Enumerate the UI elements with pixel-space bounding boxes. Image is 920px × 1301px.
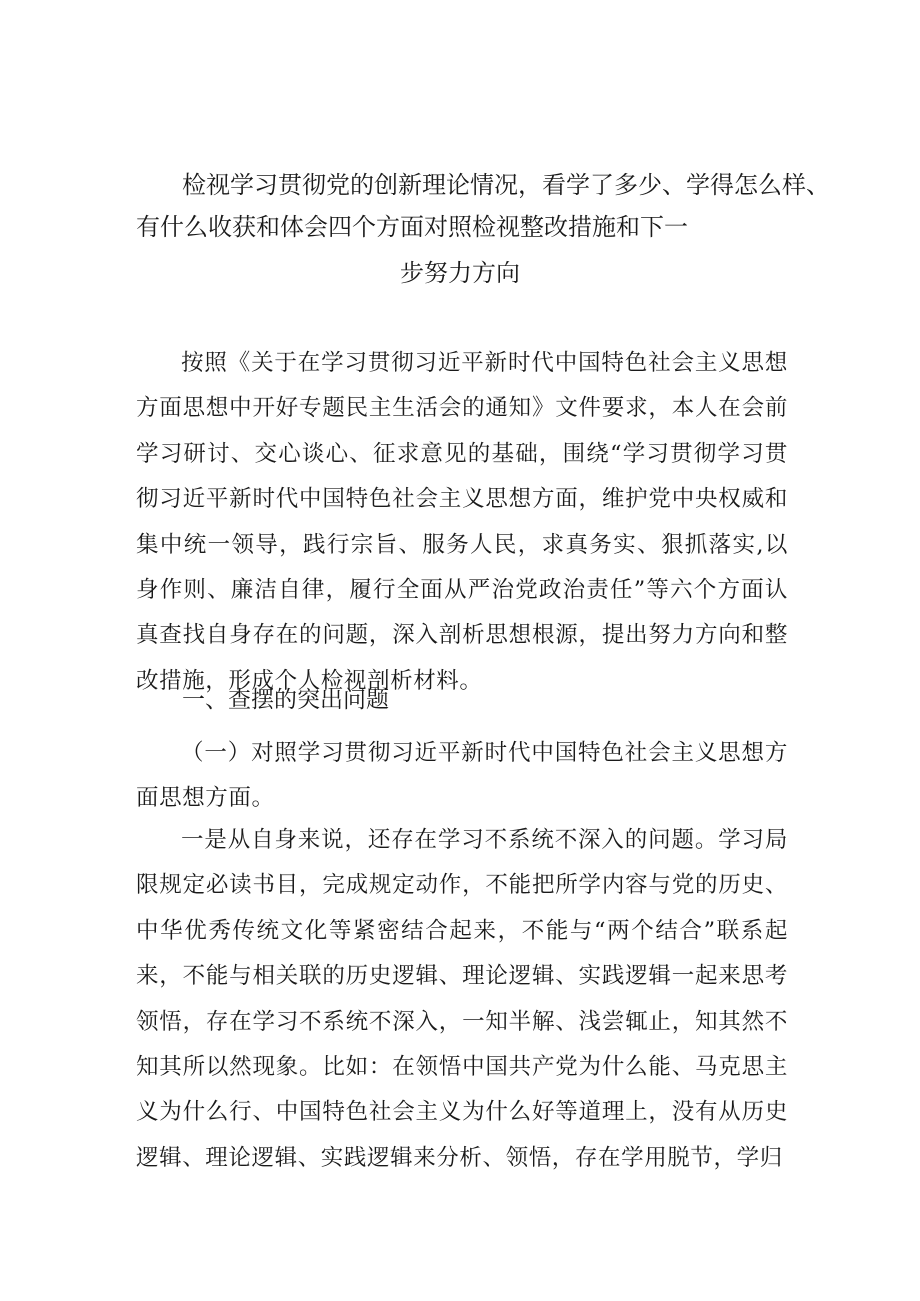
document-title-line-1: 检视学习贯彻党的创新理论情况，看学了多少、学得怎么样、 — [182, 171, 830, 199]
section-heading: 一、查摆的突出问题 — [182, 687, 389, 713]
point-one-paragraph: 一是从自身来说，还存在学习不系统不深入的问题。学习局限规定必读书目，完成规定动作，不能把所学内容与党的历史、中华优秀传统文化等紧密结合起来，不能与“两个结合”联系起来，不能与相关联的历史逻辑、理论逻辑、实践逻辑一起来思考领悟，存在学习不系统不深入，一知半解、浅尝辄止，知其然不知其所以然现象。比如：在领悟中国共产党为什么能、马克思主义为什么行、中国特色社会主义为什么好等道理上，没有从历史逻辑、理论逻辑、实践逻辑来分析、领悟，存在学用脱节，学归 — [136, 827, 788, 1171]
subsection-paragraph: （一）对照学习贯彻习近平新时代中国特色社会主义思想方面思想方面。 — [136, 740, 788, 812]
document-title-line-3: 步努力方向 — [400, 259, 520, 287]
document-title-line-2: 有什么收获和体会四个方面对照检视整改措施和下一 — [136, 213, 688, 241]
intro-paragraph: 按照《关于在学习贯彻习近平新时代中国特色社会主义思想方面思想中开好专题民主生活会的通知》文件要求，本人在会前学习研讨、交心谈心、征求意见的基础，围绕“学习贯彻学习贯彻习近平新时代中国特色社会主义思想方面，维护党中央权威和集中统一领导，践行宗旨、服务人民，求真务实、狠抓落实,以身作则、廉洁自律，履行全面从严治党政治责任”等六个方面认真查找自身存在的问题，深入剖析思想根源，提出努力方向和整改措施，形成个人检视剖析材料。 — [136, 350, 788, 694]
